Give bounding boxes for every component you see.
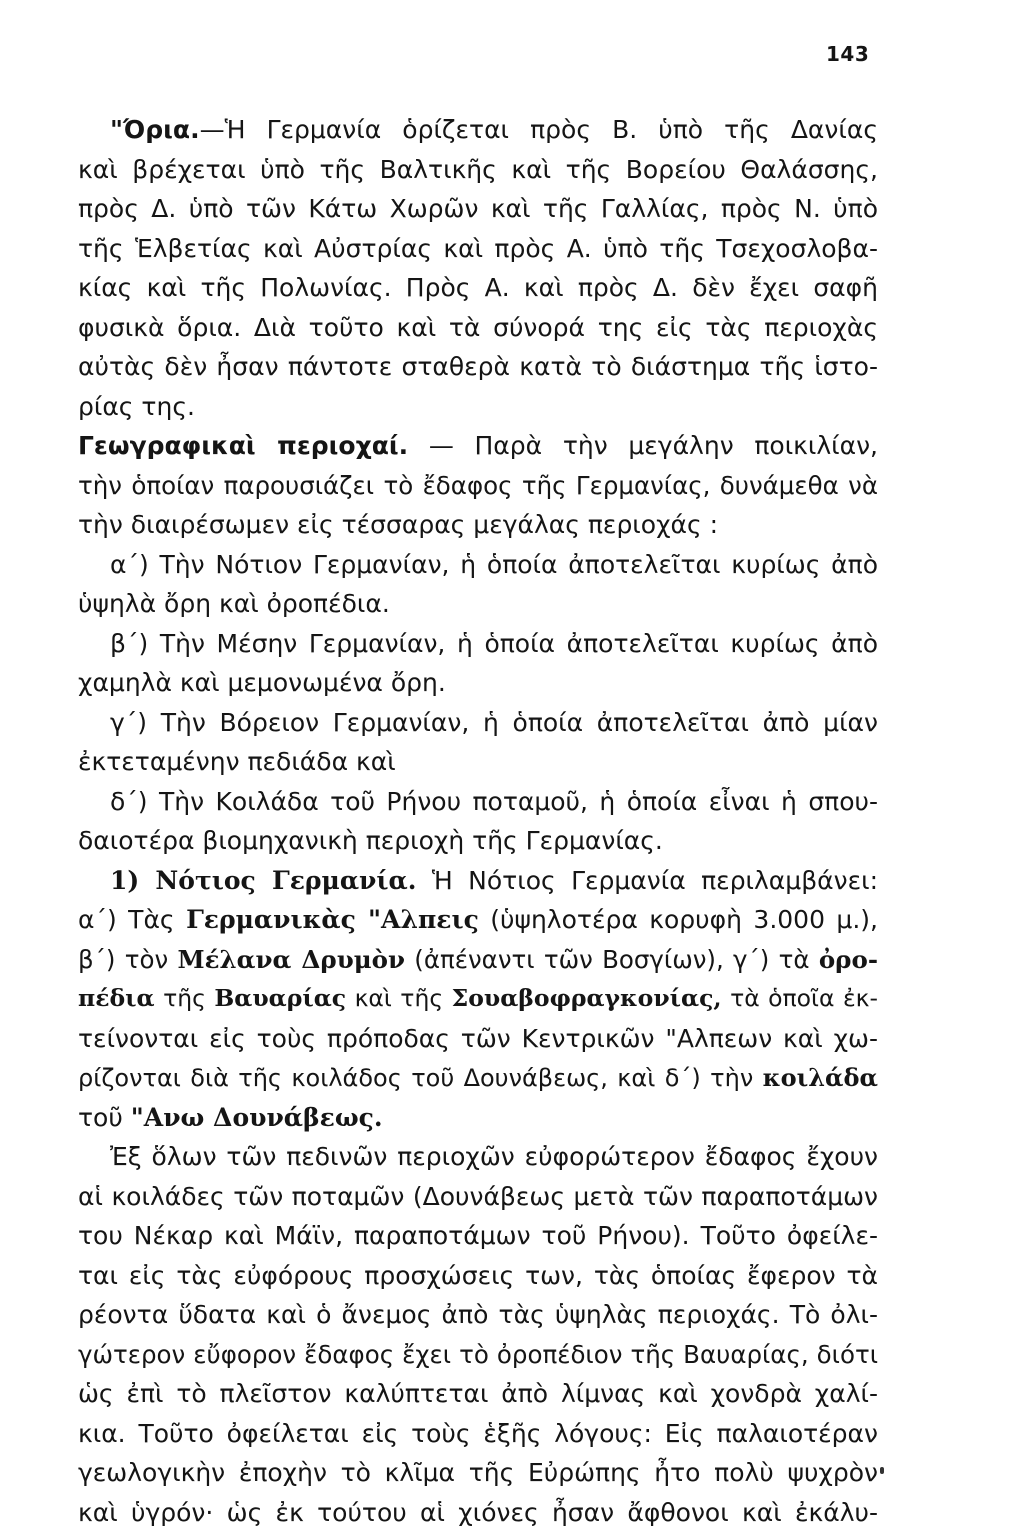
text-line: δ΄) Τὴν Κοιλάδα τοῦ Ρήνου ποταμοῦ, ἡ ὁποία εἶναι ἡ σπου- <box>78 782 878 822</box>
text-line: ὑψηλὰ ὄρη καὶ ὀροπέδια. <box>78 584 878 624</box>
text-line: ἐκτεταμένην πεδιάδα καὶ <box>78 742 878 782</box>
text-line: τοῦ "Ανω Δουνάβεως. <box>78 1098 878 1138</box>
print-speck <box>880 1467 884 1474</box>
text-line: φυσικὰ ὅρια. Διὰ τοῦτο καὶ τὰ σύνορά της εἰς τὰς περιοχὰς <box>78 308 878 348</box>
term-plateaus: ὀρο- <box>819 945 878 974</box>
text-line: πέδια τῆς Βαυαρίας καὶ τῆς Σουαβοφραγκονίας, τὰ ὁποῖα ἐκ- <box>78 979 878 1019</box>
term-black-forest: Μέλανα Δρυμὸν <box>177 945 405 974</box>
section-heading-regions: Γεωγραφικαὶ περιοχαί. <box>78 431 408 460</box>
text-line: 1) Νότιος Γερμανία. Ἡ Νότιος Γερμανία περιλαμβάνει: <box>78 861 878 901</box>
text-line: γεωλογικὴν ἐποχὴν τὸ κλῖμα τῆς Εὐρώπης ἦτο πολὺ ψυχρὸν <box>78 1453 878 1493</box>
text-line: β΄) τὸν Μέλανα Δρυμὸν (ἀπέναντι τῶν Βοσγίων), γ΄) τὰ ὀρο- <box>78 940 878 980</box>
text-line: πρὸς Δ. ὑπὸ τῶν Κάτω Χωρῶν καὶ τῆς Γαλλίας, πρὸς Ν. ὑπὸ <box>78 189 878 229</box>
text-line: δαιοτέρα βιομηχανικὴ περιοχὴ τῆς Γερμανίας. <box>78 821 878 861</box>
text-line: τὴν διαιρέσωμεν εἰς τέσσαρας μεγάλας περιοχάς : <box>78 505 878 545</box>
text-line: καὶ ὑγρόν· ὡς ἐκ τούτου αἱ χιόνες ἦσαν ἄφθονοι καὶ ἐκάλυ- <box>78 1493 878 1532</box>
subsection-heading-south-germany: 1) Νότιος Γερμανία. <box>110 866 416 895</box>
text-line: τῆς Ἑλβετίας καὶ Αὐστρίας καὶ πρὸς Α. ὑπὸ τῆς Τσεχοσλοβα- <box>78 229 878 269</box>
section-heading-borders: "Όρια. <box>110 115 200 144</box>
text-line: α΄) Τὴν Νότιον Γερμανίαν, ἡ ὁποία ἀποτελεῖται κυρίως ἀπὸ <box>78 545 878 585</box>
page-number: 143 <box>826 42 869 66</box>
text-line: Ἐξ ὅλων τῶν πεδινῶν περιοχῶν εὐφορώτερον ἔδαφος ἔχουν <box>78 1137 878 1177</box>
text-line: κίας καὶ τῆς Πολωνίας. Πρὸς Α. καὶ πρὸς Δ. δὲν ἔχει σαφῆ <box>78 268 878 308</box>
text-line: τείνονται εἰς τοὺς πρόποδας τῶν Κεντρικῶν "Αλπεων καὶ χω- <box>78 1019 878 1059</box>
body-text <box>78 110 878 1532</box>
text-line: γ΄) Τὴν Βόρειον Γερμανίαν, ἡ ὁποία ἀποτελεῖται ἀπὸ μίαν <box>78 703 878 743</box>
text-line: ται εἰς τὰς εὐφόρους προσχώσεις των, τὰς ὁποίας ἔφερον τὰ <box>78 1256 878 1296</box>
text-line: α΄) Τὰς Γερμανικὰς "Αλπεις (ὑψηλοτέρα κορυφὴ 3.000 μ.), <box>78 900 878 940</box>
text-line: αἱ κοιλάδες τῶν ποταμῶν (Δουνάβεως μετὰ τῶν παραποτάμων <box>78 1177 878 1217</box>
text-line: ὡς ἐπὶ τὸ πλεῖστον καλύπτεται ἀπὸ λίμνας καὶ χονδρὰ χαλί- <box>78 1374 878 1414</box>
text-line: ρίας της. <box>78 387 878 427</box>
text-line: ρίζονται διὰ τῆς κοιλάδος τοῦ Δουνάβεως, καὶ δ΄) τὴν κοιλάδα <box>78 1058 878 1098</box>
text-line: β΄) Τὴν Μέσην Γερμανίαν, ἡ ὁποία ἀποτελεῖται κυρίως ἀπὸ <box>78 624 878 664</box>
term-bavaria: Βαυαρίας <box>214 984 346 1012</box>
term-upper-danube: "Ανω Δουνάβεως. <box>131 1103 383 1132</box>
term-valley: κοιλάδα <box>763 1063 878 1092</box>
text-line: καὶ βρέχεται ὑπὸ τῆς Βαλτικῆς καὶ τῆς Βορείου Θαλάσσης, <box>78 150 878 190</box>
text-line: χαμηλὰ καὶ μεμονωμένα ὄρη. <box>78 663 878 703</box>
text-line: του Νέκαρ καὶ Μάϊν, παραποτάμων τοῦ Ρήνου). Τοῦτο ὀφείλε- <box>78 1216 878 1256</box>
term-german-alps: Γερμανικὰς "Αλπεις <box>186 905 479 934</box>
text-line: κια. Τοῦτο ὀφείλεται εἰς τοὺς ἑξῆς λόγους: Εἰς παλαιοτέραν <box>78 1414 878 1454</box>
term-swabia-franconia: Σουαβοφραγκονίας, <box>452 984 722 1012</box>
text-line: τὴν ὁποίαν παρουσιάζει τὸ ἔδαφος τῆς Γερμανίας, δυνάμεθα νὰ <box>78 466 878 506</box>
text-line: γώτερον εὔφορον ἔδαφος ἔχει τὸ ὀροπέδιον τῆς Βαυαρίας, διότι <box>78 1335 878 1375</box>
text-line: Γεωγραφικαὶ περιοχαί. — Παρὰ τὴν μεγάλην ποικιλίαν, <box>78 426 878 466</box>
text-line: ρέοντα ὕδατα καὶ ὁ ἄνεμος ἀπὸ τὰς ὑψηλὰς περιοχάς. Τὸ ὀλι- <box>78 1295 878 1335</box>
text-line: αὐτὰς δὲν ἦσαν πάντοτε σταθερὰ κατὰ τὸ διάστημα τῆς ἱστο- <box>78 347 878 387</box>
text-line: "Όρια.—Ἡ Γερμανία ὁρίζεται πρὸς Β. ὑπὸ τῆς Δανίας <box>78 110 878 150</box>
